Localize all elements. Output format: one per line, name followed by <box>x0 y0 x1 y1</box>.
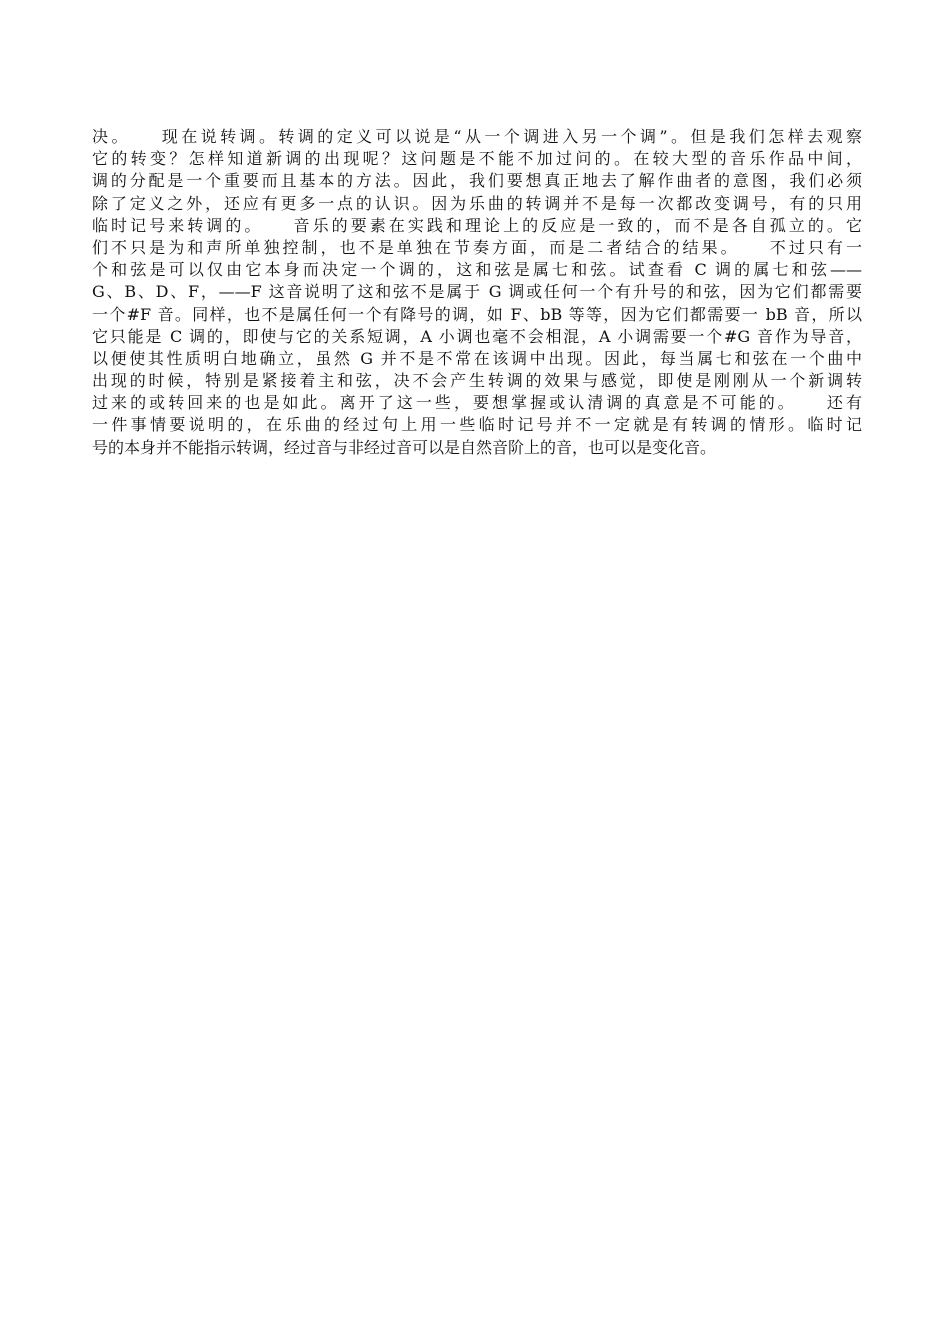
text-line: 出现的时候，特别是紧接着主和弦，决不会产生转调的效果与感觉，即使是刚刚从一个新调转 <box>92 371 862 391</box>
text-line: 它的转变？怎样知道新调的出现呢？这问题是不能不加过问的。在较大型的音乐作品中间， <box>92 149 862 169</box>
text-line: 除了定义之外，还应有更多一点的认识。因为乐曲的转调并不是每一次都改变调号，有的只用 <box>92 193 862 213</box>
text-line: 一个#F 音。同样，也不是属任何一个有降号的调，如 F、bB 等等，因为它们都需要一 bB 音，所以 <box>92 304 862 324</box>
text-line: 调的分配是一个重要而且基本的方法。因此，我们要想真正地去了解作曲者的意图，我们必须 <box>92 171 862 191</box>
text-line: 们不只是为和声所单独控制，也不是单独在节奏方面，而是二者结合的结果。 不过只有一 <box>92 237 862 257</box>
text-line: 号的本身并不能指示转调，经过音与非经过音可以是自然音阶上的音，也可以是变化音。 <box>92 437 717 457</box>
text-line: 它只能是 C 调的，即使与它的关系短调，A 小调也毫不会相混，A 小调需要一个#G 音作为导音， <box>92 326 862 346</box>
body-text <box>92 126 862 459</box>
text-line: 以便使其性质明白地确立，虽然 G 并不是不常在该调中出现。因此，每当属七和弦在一个曲中 <box>92 348 862 368</box>
text-line: 个和弦是可以仅由它本身而决定一个调的，这和弦是属七和弦。试查看 C 调的属七和弦—— <box>92 260 862 280</box>
text-line: 临时记号来转调的。 音乐的要素在实践和理论上的反应是一致的，而不是各自孤立的。它 <box>92 215 862 235</box>
text-line: 决。 现在说转调。转调的定义可以说是“从一个调进入另一个调”。但是我们怎样去观察 <box>92 127 862 146</box>
text-line: 一件事情要说明的，在乐曲的经过句上用一些临时记号并不一定就是有转调的情形。临时记 <box>92 415 862 435</box>
text-line: G、B、D、F，——F 这音说明了这和弦不是属于 G 调或任何一个有升号的和弦，因为它们都需要 <box>92 282 862 302</box>
text-line: 过来的或转回来的也是如此。离开了这一些，要想掌握或认清调的真意是不可能的。 还有 <box>92 393 862 413</box>
